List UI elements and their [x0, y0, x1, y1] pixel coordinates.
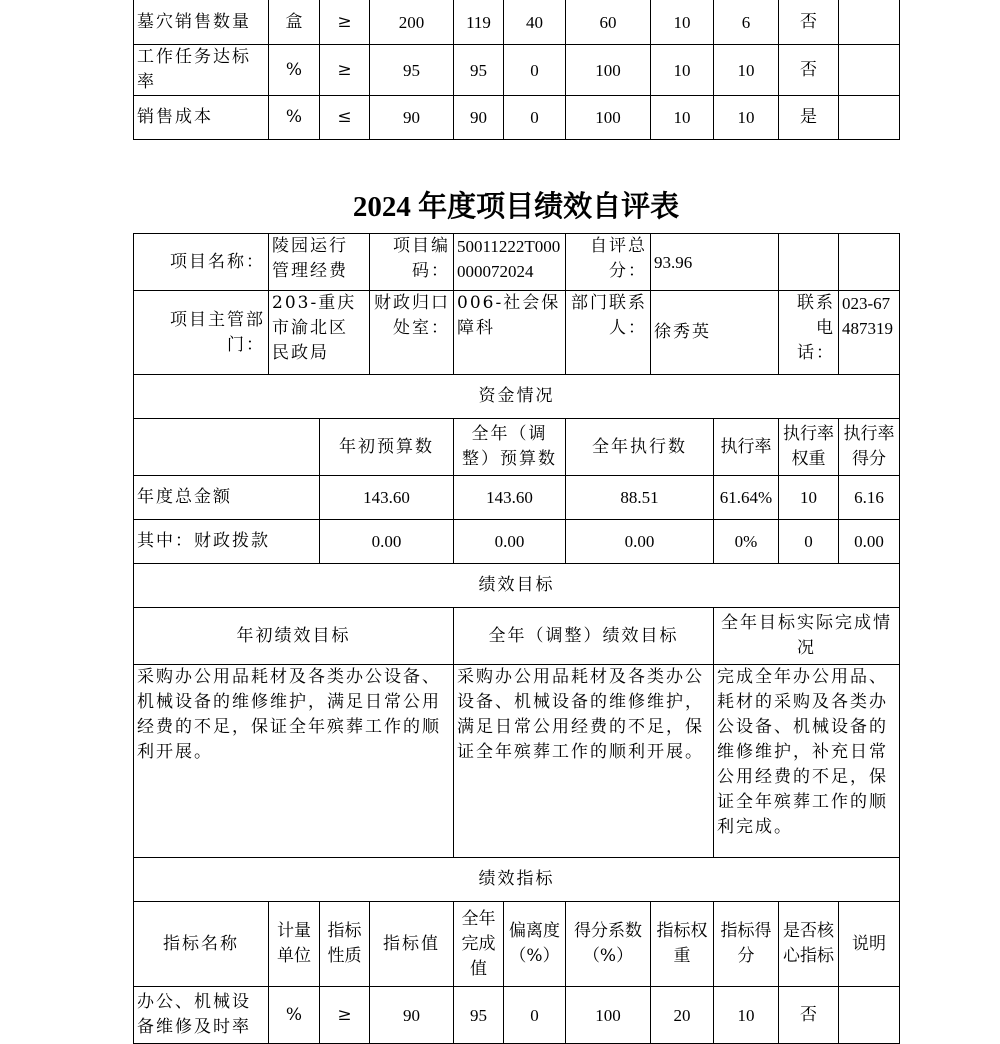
- table-row: [134, 0, 900, 45]
- continued-indicator-table: [133, 0, 900, 140]
- contact: 徐秀英: [651, 291, 779, 375]
- table-row: [134, 564, 900, 608]
- goals-section-title: 绩效目标: [134, 564, 900, 608]
- funds-value: 0.00: [320, 520, 454, 564]
- project-code-label: 项目编码：: [370, 234, 454, 291]
- dept-label: 项目主管部门：: [134, 291, 269, 375]
- indicator-dev: 0: [504, 987, 566, 1044]
- indicator-header: 说明: [839, 902, 900, 987]
- indicator-unit: %: [269, 96, 320, 140]
- funds-value: 0: [779, 520, 839, 564]
- phone: 023-67487319: [839, 291, 900, 375]
- self-evaluation-table: [133, 233, 900, 1044]
- indicator-target: 95: [370, 45, 454, 96]
- indicator-actual: 90: [454, 96, 504, 140]
- project-code: 50011222T000000072024: [454, 234, 566, 291]
- contact-label: 部门联系人：: [566, 291, 651, 375]
- funds-header: 年初预算数: [320, 419, 454, 476]
- indicator-coef: 100: [566, 45, 651, 96]
- funds-row-label: 年度总金额: [134, 476, 320, 520]
- funds-value: 0.00: [839, 520, 900, 564]
- table-row: [134, 520, 900, 564]
- goal-initial: 采购办公用品耗材及各类办公设备、机械设备的维修维护，满足日常公用经费的不足，保证全年殡葬工作的顺利开展。: [134, 665, 454, 858]
- indicator-score: 10: [714, 987, 779, 1044]
- funds-section-title: 资金情况: [134, 375, 900, 419]
- indicator-dev: 0: [504, 96, 566, 140]
- self-score: 93.96: [651, 234, 779, 291]
- dept: 203-重庆市渝北区民政局: [269, 291, 370, 375]
- goals-header: 全年目标实际完成情况: [714, 608, 900, 665]
- indicator-note: [839, 45, 900, 96]
- finance-label: 财政归口处室：: [370, 291, 454, 375]
- project-name-label: 项目名称：: [134, 234, 269, 291]
- indicator-header: 计量单位: [269, 902, 320, 987]
- indicator-weight: 10: [651, 96, 714, 140]
- funds-value: 6.16: [839, 476, 900, 520]
- table-row: [134, 234, 900, 291]
- project-name: 陵园运行管理经费: [269, 234, 370, 291]
- funds-value: 0.00: [454, 520, 566, 564]
- indicator-dev: 0: [504, 45, 566, 96]
- indicator-header: 指标名称: [134, 902, 269, 987]
- indicator-actual: 119: [454, 0, 504, 45]
- indicator-header: 指标得分: [714, 902, 779, 987]
- table-row: [134, 858, 900, 902]
- funds-header: 执行率: [714, 419, 779, 476]
- indicator-header: 指标性质: [320, 902, 370, 987]
- indicator-op: ≥: [320, 45, 370, 96]
- indicator-name: 销售成本: [134, 96, 269, 140]
- indicator-name: 办公、机械设备维修及时率: [134, 987, 269, 1044]
- table-row: [134, 987, 900, 1044]
- table-row: [134, 419, 900, 476]
- goal-adjusted: 采购办公用品耗材及各类办公设备、机械设备的维修维护，满足日常公用经费的不足，保证全年殡葬工作的顺利开展。: [454, 665, 714, 858]
- phone-label: 联系电话：: [779, 291, 839, 375]
- funds-value: 88.51: [566, 476, 714, 520]
- indicator-note: [839, 96, 900, 140]
- indicator-header: 指标权重: [651, 902, 714, 987]
- self-score-label: 自评总分：: [566, 234, 651, 291]
- indicator-name: 墓穴销售数量: [134, 0, 269, 45]
- indicator-actual: 95: [454, 987, 504, 1044]
- indicator-name: 工作任务达标率: [134, 45, 269, 96]
- funds-header: 全年（调整）预算数: [454, 419, 566, 476]
- indicator-core: 是: [779, 96, 839, 140]
- indicator-unit: %: [269, 987, 320, 1044]
- indicator-core: 否: [779, 0, 839, 45]
- funds-value: 143.60: [454, 476, 566, 520]
- indicator-unit: 盒: [269, 0, 320, 45]
- indicator-coef: 60: [566, 0, 651, 45]
- indicator-header: 指标值: [370, 902, 454, 987]
- page-title: 2024 年度项目绩效自评表: [352, 191, 680, 223]
- indicator-header: 全年完成值: [454, 902, 504, 987]
- indicator-op: ≤: [320, 96, 370, 140]
- indicator-coef: 100: [566, 96, 651, 140]
- table-row: [134, 375, 900, 419]
- goals-header: 年初绩效目标: [134, 608, 454, 665]
- funds-header: 执行率得分: [839, 419, 900, 476]
- indicator-target: 90: [370, 96, 454, 140]
- table-row: [134, 96, 900, 140]
- table-row: [134, 608, 900, 665]
- funds-header: 执行率权重: [779, 419, 839, 476]
- indicators-section-title: 绩效指标: [134, 858, 900, 902]
- table-row: [134, 665, 900, 858]
- funds-value: 0%: [714, 520, 779, 564]
- indicator-target: 200: [370, 0, 454, 45]
- funds-value: 0.00: [566, 520, 714, 564]
- finance: 006-社会保障科: [454, 291, 566, 375]
- table-row: [134, 291, 900, 375]
- indicator-score: 10: [714, 45, 779, 96]
- indicator-unit: %: [269, 45, 320, 96]
- funds-value: 143.60: [320, 476, 454, 520]
- table-row: [134, 902, 900, 987]
- goals-header: 全年（调整）绩效目标: [454, 608, 714, 665]
- indicator-note: [839, 0, 900, 45]
- indicator-header: 偏离度（%）: [504, 902, 566, 987]
- indicator-op: ≥: [320, 987, 370, 1044]
- funds-row-label: 其中：财政拨款: [134, 520, 320, 564]
- indicator-weight: 10: [651, 0, 714, 45]
- table-row: [134, 476, 900, 520]
- indicator-header: 得分系数（%）: [566, 902, 651, 987]
- goal-actual: 完成全年办公用品、耗材的采购及各类办公设备、机械设备的维修维护，补充日常公用经费的不足，保证全年殡葬工作的顺利完成。: [714, 665, 900, 858]
- indicator-core: 否: [779, 987, 839, 1044]
- indicator-score: 6: [714, 0, 779, 45]
- indicator-actual: 95: [454, 45, 504, 96]
- indicator-coef: 100: [566, 987, 651, 1044]
- indicator-note: [839, 987, 900, 1044]
- funds-value: 10: [779, 476, 839, 520]
- indicator-weight: 20: [651, 987, 714, 1044]
- indicator-header: 是否核心指标: [779, 902, 839, 987]
- funds-header: 全年执行数: [566, 419, 714, 476]
- indicator-weight: 10: [651, 45, 714, 96]
- funds-value: 61.64%: [714, 476, 779, 520]
- indicator-op: ≥: [320, 0, 370, 45]
- indicator-score: 10: [714, 96, 779, 140]
- indicator-dev: 40: [504, 0, 566, 45]
- indicator-target: 90: [370, 987, 454, 1044]
- indicator-core: 否: [779, 45, 839, 96]
- table-row: [134, 45, 900, 96]
